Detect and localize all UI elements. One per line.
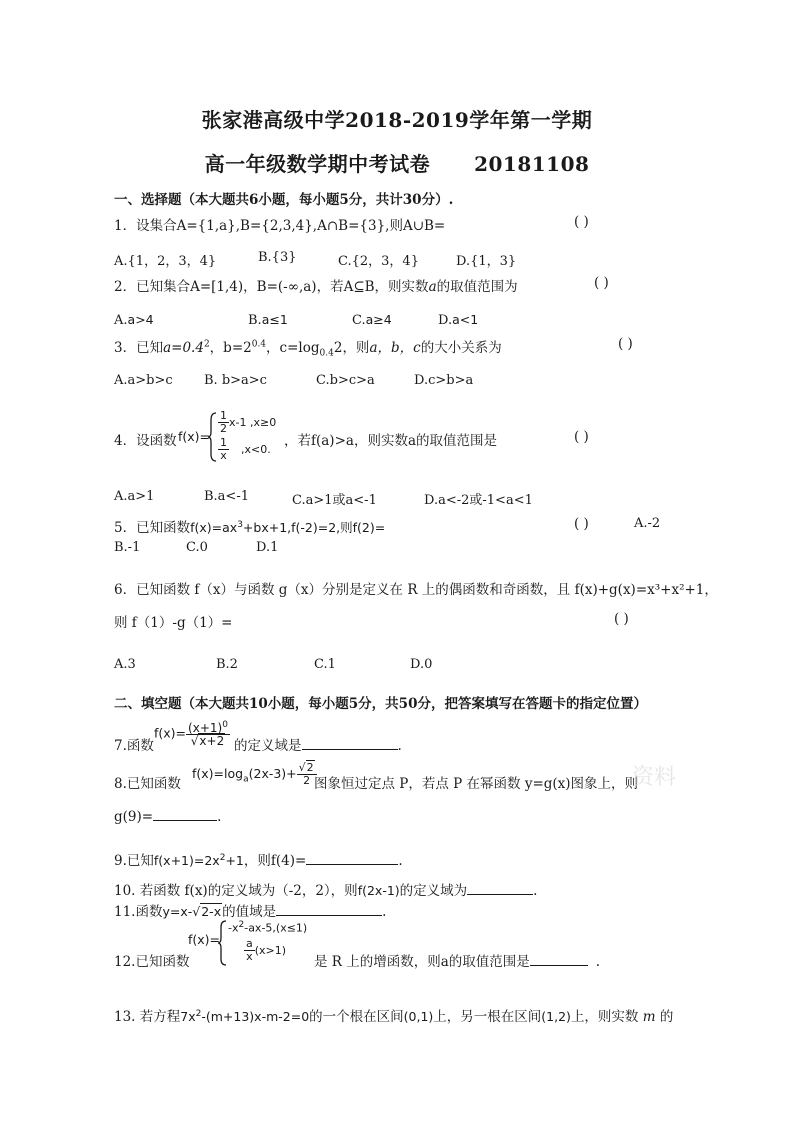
q3-option-b: B. b>a>c xyxy=(204,373,267,388)
q3-text: 3．已知$a=0.4^2$，$b=2^{0.4}$，$c=\log_{0.4}2$，则a，b，c的大小关系为 xyxy=(114,339,502,359)
q5-option-a: A.-2 xyxy=(634,516,661,531)
q5-option-d: D.1 xyxy=(256,540,279,555)
q1-option-a: A.{1，2，3，4} xyxy=(114,254,217,269)
q6-option-d: D.0 xyxy=(410,657,433,672)
q8-line2: g(9)= . xyxy=(114,809,222,825)
q2-option-b: B.a≤1 xyxy=(248,312,288,328)
q13-text: 13. 若方程$7x^2-(m+13)x-m-2=0$的一个根在区间(0,1)上，另一根在区间(1,2)上，则实数 m 的 xyxy=(114,1008,674,1025)
q4-answer-paren: ( ) xyxy=(574,429,589,445)
q12-piece2: $\frac{a}{x}$ (x>1) xyxy=(246,937,287,963)
q6-line1: 6．已知函数 f（x）与函数 g（x）分别是定义在 R 上的偶函数和奇函数，且 f(x)+g(x)=x³+x²+1， xyxy=(114,582,718,598)
q6-answer-paren: ( ) xyxy=(614,611,629,627)
q5-option-c: C.0 xyxy=(186,540,208,555)
q8-answer-blank xyxy=(153,820,217,821)
q12-piece1: $-x^2-ax-5,(x\le 1)$ xyxy=(228,920,308,935)
q3-option-c: C.b>c>a xyxy=(316,373,375,388)
q2-option-d: D.a<1 xyxy=(438,312,479,328)
q1-option-c: C.{2，3，4} xyxy=(338,254,419,269)
q4-piece1: $\frac{1}{2}$ x-1 ,x≥0 xyxy=(220,409,277,435)
q12-suffix: 是 R 上的增函数，则a的取值范围是 . xyxy=(314,954,601,970)
q1-text: 1．设集合A={1,a},B={2,3,4},A∩B={3},则A∪B= xyxy=(114,218,446,234)
exam-title-line2 xyxy=(0,148,794,177)
q9-text: 9.已知$f(x+1)=2x^2+1$，则f(4)= . xyxy=(114,852,403,869)
q12-fx: f(x)= xyxy=(188,932,221,947)
q4-piece2: $\frac{1}{x}$ ,x<0. xyxy=(220,436,271,462)
q2-option-c: C.a≥4 xyxy=(352,312,392,328)
q1-option-b: B.{3} xyxy=(258,250,297,265)
q10-answer-blank xyxy=(467,894,533,895)
q4-brace-icon xyxy=(208,412,218,462)
q1-option-d: D.{1，3} xyxy=(456,254,517,269)
q5-answer-paren: ( ) xyxy=(574,516,589,532)
q10-text: 10. 若函数 f(x)的定义域为（-2，2），则f(2x-1)的定义域为 . xyxy=(114,883,538,899)
q8-expression: $f(x)=\log_a(2x-3)+$ $\frac{√2}{2}$ xyxy=(192,762,317,787)
q7-prefix: 7.函数 xyxy=(114,738,154,754)
q6-line2: 则 f（1）-g（1）= xyxy=(114,615,233,631)
q11-answer-blank xyxy=(276,915,382,916)
q5-option-b: B.-1 xyxy=(114,540,141,555)
watermark: 资料 xyxy=(632,765,677,790)
q4-option-c: C.a>1或a<-1 xyxy=(292,493,377,508)
q7-answer-blank xyxy=(302,749,398,750)
q2-text: 2．已知集合A=[1,4)，B=(-∞,a)，若A⊆B，则实数a的取值范围为 xyxy=(114,279,518,295)
q11-text: 11.函数y=x-√2-x的值域是 . xyxy=(114,904,387,920)
q8-prefix: 8.已知函数 xyxy=(114,776,181,792)
q1-answer-paren: ( ) xyxy=(574,214,589,230)
q4-option-d: D.a<-2或-1<a<1 xyxy=(424,493,533,508)
q4-option-a: A.a>1 xyxy=(114,489,155,504)
q6-option-a: A.3 xyxy=(114,657,136,672)
section1-heading: 一、选择题（本大题共6小题，每小题5分，共计30分）. xyxy=(114,192,454,208)
q7-expression: f(x)= $\frac{(x+1)^0}{√x+2}$ xyxy=(154,720,228,748)
q4-suffix: ，若f(a)>a，则实数a的取值范围是 xyxy=(284,433,497,449)
q2-option-a: A.a>4 xyxy=(114,312,154,328)
q7-suffix: 的定义域是 . xyxy=(234,738,402,754)
q12-brace-icon xyxy=(218,920,228,966)
q8-suffix: 图象恒过定点 P，若点 P 在幂函数 y=g(x)图象上，则 xyxy=(314,776,639,792)
exam-subtitle: 高一年级数学期中考试卷 xyxy=(204,152,431,176)
q4-prefix: 4．设函数 xyxy=(114,433,177,449)
q6-option-b: B.2 xyxy=(216,657,238,672)
q5-text: 5．已知函数$f(x)=ax^3+bx+1,f(-2)=2$,则f(2)= xyxy=(114,519,386,536)
q12-prefix: 12.已知函数 xyxy=(114,954,190,970)
exam-date: 20181108 xyxy=(474,152,590,176)
exam-title-line1: 张家港高级中学2018-2019学年第一学期 xyxy=(201,108,593,132)
q6-option-c: C.1 xyxy=(314,657,336,672)
section2-heading: 二、填空题（本大题共10小题，每小题5分，共50分，把答案填写在答题卡的指定位置） xyxy=(114,696,647,712)
q12-answer-blank xyxy=(530,965,588,966)
q3-option-a: A.a>b>c xyxy=(114,373,173,388)
q3-option-d: D.c>b>a xyxy=(414,373,474,388)
q2-answer-paren: ( ) xyxy=(594,275,609,291)
q9-answer-blank xyxy=(306,864,398,865)
q4-fx: f(x)= xyxy=(178,429,211,444)
q4-option-b: B.a<-1 xyxy=(204,489,249,504)
q3-answer-paren: ( ) xyxy=(618,336,633,352)
